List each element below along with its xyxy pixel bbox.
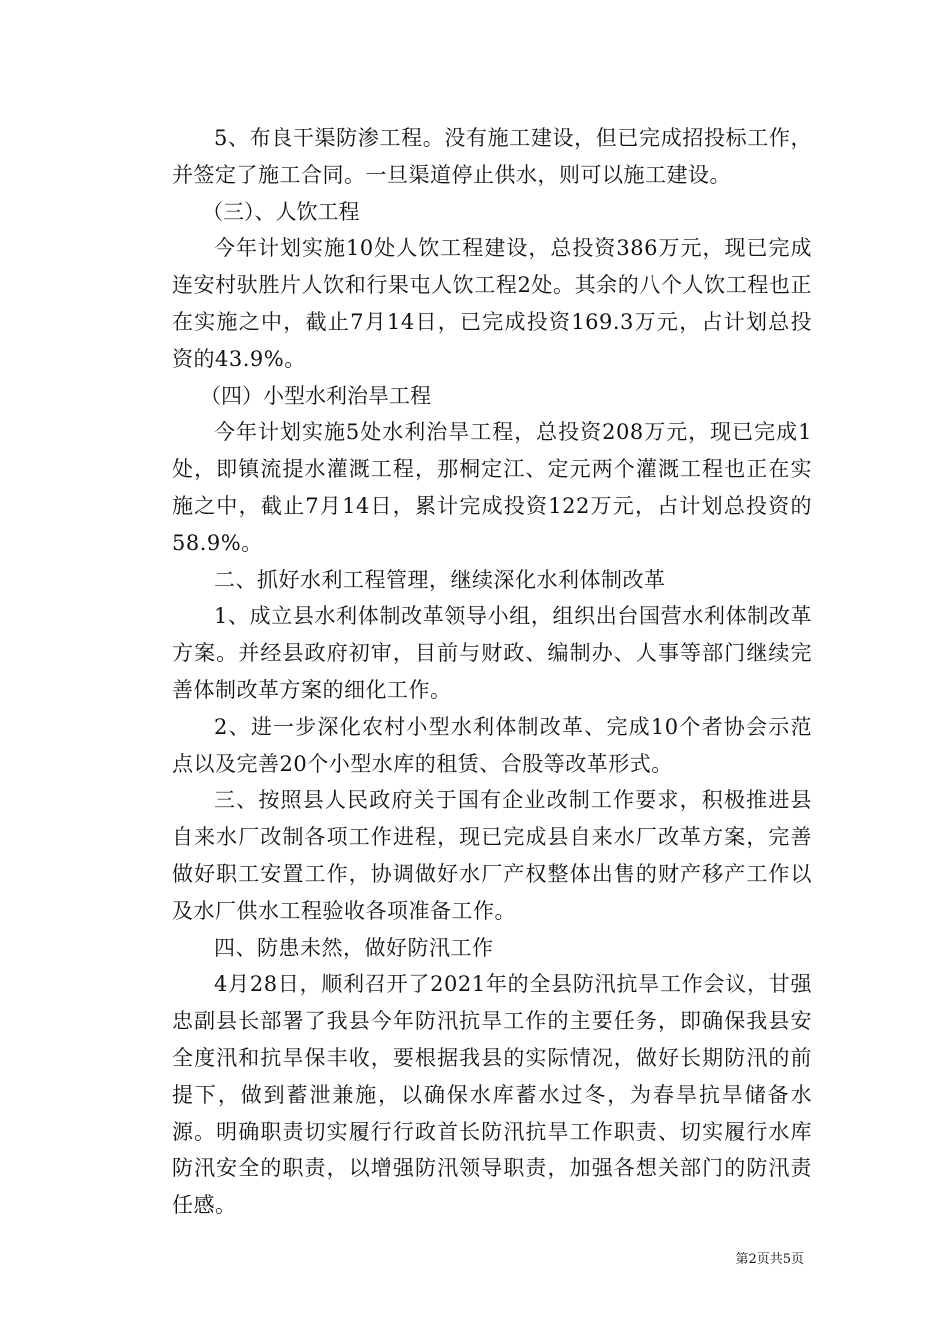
- paragraph-reform-group: 1、成立县水利体制改革领导小组，组织出台国营水利体制改革方案。并经县政府初审，目前与财政、编制办、人事等部门继续完善体制改革方案的细化工作。: [172, 604, 812, 702]
- paragraph-flood-prevention: 4月28日，顺利召开了2021年的全县防汛抗旱工作会议，甘强忠副县长部署了我县今年防汛抗旱工作的主要任务，即确保我县安全度汛和抗旱保丰收，要根据我县的实际情况，做好长期防汛的前提下，做到蓄泄兼施，以确保水库蓄水过冬，为春旱抗旱储备水源。明确职责切实履行行政首长防汛抗旱工作职责、切实履行水库防汛安全的职责，以增强防汛领导职责，加强各想关部门的防汛责任感。: [172, 972, 812, 1218]
- paragraph-waterworks-restructuring: 三、按照县人民政府关于国有企业改制工作要求，积极推进县自来水厂改制各项工作进程，现已完成县自来水厂改革方案，完善做好职工安置工作，协调做好水厂产权整体出售的财产移产工作以及水厂供水工程验收各项准备工作。: [172, 788, 812, 923]
- paragraph-rural-reform: 2、进一步深化农村小型水利体制改革、完成10个者协会示范点以及完善20个小型水库的租赁、合股等改革形式。: [172, 714, 812, 776]
- heading-management-reform: 二、抓好水利工程管理，继续深化水利体制改革: [214, 567, 666, 592]
- document-body: [172, 120, 812, 1224]
- page-number: 第2页共5页: [735, 1252, 804, 1267]
- paragraph-drinking-water: 今年计划实施10处人饮工程建设，总投资386万元，现已完成连安村驮胜片人饮和行果屯人饮工程2处。其余的八个人饮工程也正在实施之中，截止7月14日，已完成投资169.3万元，占计划总投资的43.9%。: [172, 236, 812, 371]
- heading-flood-prevention: 四、防患未然，做好防汛工作: [214, 935, 494, 960]
- paragraph-canal-seepage: 5、布良干渠防渗工程。没有施工建设，但已完成招投标工作，并签定了施工合同。一旦渠道停止供水，则可以施工建设。: [172, 126, 812, 187]
- heading-drinking-water: （三）、人饮工程: [202, 199, 360, 224]
- paragraph-drought-control: 今年计划实施5处水利治旱工程，总投资208万元，现已完成1处，即镇流提水灌溉工程，那桐定江、定元两个灌溉工程也正在实施之中，截止7月14日，累计完成投资122万元，占计划总投资的58.9%。: [172, 420, 812, 555]
- heading-drought-control: （四）小型水利治旱工程: [200, 383, 431, 408]
